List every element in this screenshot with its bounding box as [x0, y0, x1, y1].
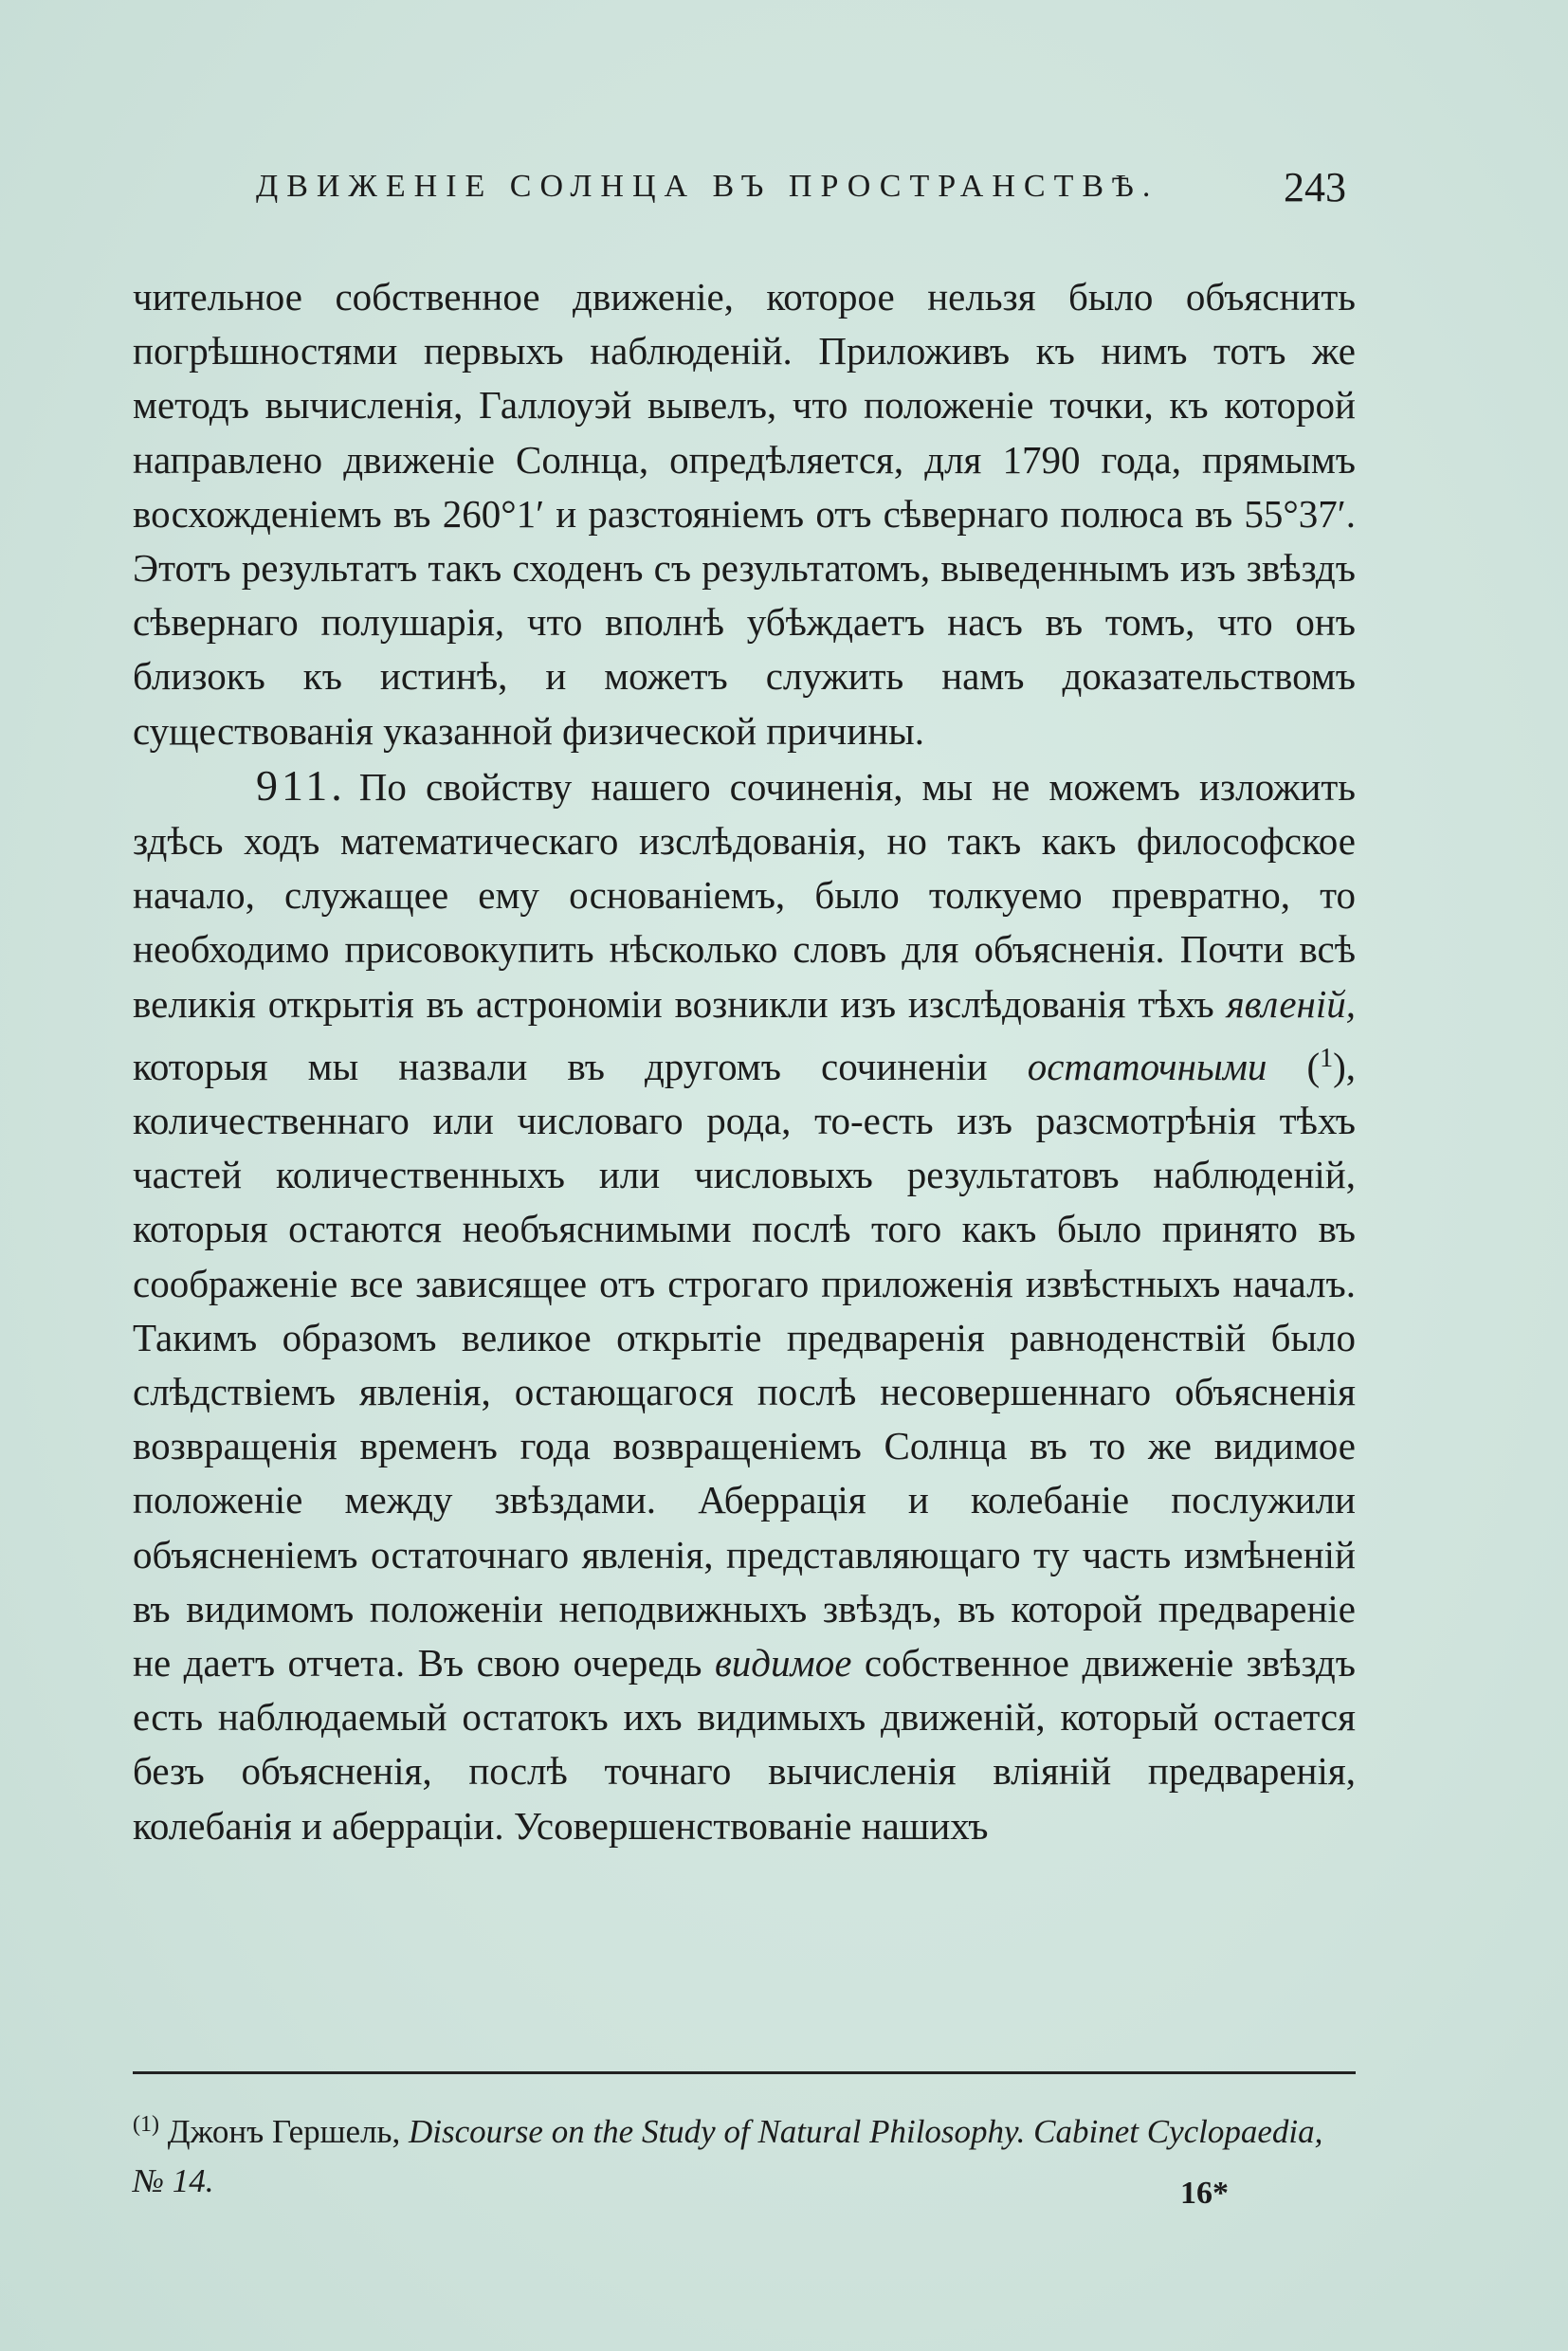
italic-term: видимое [715, 1641, 852, 1686]
italic-term: явленій, [1226, 981, 1357, 1026]
footnote [133, 2100, 1356, 2206]
paragraph-text: которыя мы назвали въ другомъ сочиненіи [133, 1044, 988, 1088]
paragraph-text: По свойству нашего сочиненія, мы не можемъ изложить здѣсь ходъ математическаго изслѣдованія, но такъ какъ философское начало, служащее ему основаніемъ, было толкуемо превратно, то необходимо присовокупить нѣсколько словъ для объясненія. Почти всѣ великія открытія въ астрономіи возникли изъ изслѣдованія тѣхъ [133, 764, 1356, 1026]
italic-term: остаточными [1027, 1044, 1267, 1088]
footnote-mark: (1) [133, 2112, 159, 2137]
paragraph-text: собственное движеніе звѣздъ есть наблюдаемый остатокъ ихъ видимыхъ движеній, который остается безъ объясненія, послѣ точнаго вычисленія вліяній предваренія, колебанія и аберраціи. Усовершенствованіе нашихъ [133, 1641, 1356, 1848]
footnote-author: Джонъ Гершель, [167, 2113, 401, 2150]
paragraph-911 [133, 758, 1356, 1853]
signature-mark: 16* [1180, 2176, 1229, 2211]
page-number: 243 [1284, 164, 1346, 210]
footnote-reference: ($^1$), [1306, 1043, 1356, 1088]
footnote-work: Discourse on the Study of Natural Philosophy. Cabinet Cyclopaedia, № 14. [133, 2113, 1323, 2199]
running-title: ДВИЖЕНІЕ СОЛНЦА ВЪ ПРОСТРАНСТВѢ. [256, 169, 1159, 204]
body-text [133, 270, 1356, 1853]
paragraph-continued: чительное собственное движеніе, которое нельзя было объяснить погрѣшностями первыхъ наблюденій. Приложивъ къ нимъ тотъ же методъ вычисленія, Галлоуэй вывелъ, что положеніе точки, къ которой направлено движеніе Солнца, опредѣляется, для 1790 года, прямымъ восхожденіемъ въ 260°1′ и разстояніемъ отъ сѣвернаго полюса въ 55°37′. Этотъ результатъ такъ сходенъ съ результатомъ, выведеннымъ изъ звѣздъ сѣвернаго полушарія, что вполнѣ убѣждаетъ насъ въ томъ, что онъ близокъ къ истинѣ, и можетъ служить намъ доказательствомъ существованія указанной физической причины. [133, 275, 1356, 753]
paragraph-text: количественнаго или числоваго рода, то-есть изъ разсмотрѣнія тѣхъ частей количественныхъ или числовыхъ результатовъ наблюденій, которыя остаются необъяснимыми послѣ того какъ было принято въ соображеніе все зависящее отъ строгаго приложенія извѣстныхъ началъ. Такимъ образомъ великое открытіе предваренія равноденствій было слѣдствіемъ явленія, остающагося послѣ несовершеннаго объясненія возвращенія временъ года возвращеніемъ Солнца въ то же видимое положеніе между звѣздами. Аберрація и колебаніе послужили объясненіемъ остаточнаго явленія, представляющаго ту часть измѣненій въ видимомъ положеніи неподвижныхъ звѣздъ, въ которой предвареніе не даетъ отчета. Въ свою очередь [133, 1099, 1356, 1686]
paragraph-number: 911. [256, 760, 346, 810]
running-head [256, 164, 1346, 226]
footnote-divider [133, 2071, 1356, 2074]
